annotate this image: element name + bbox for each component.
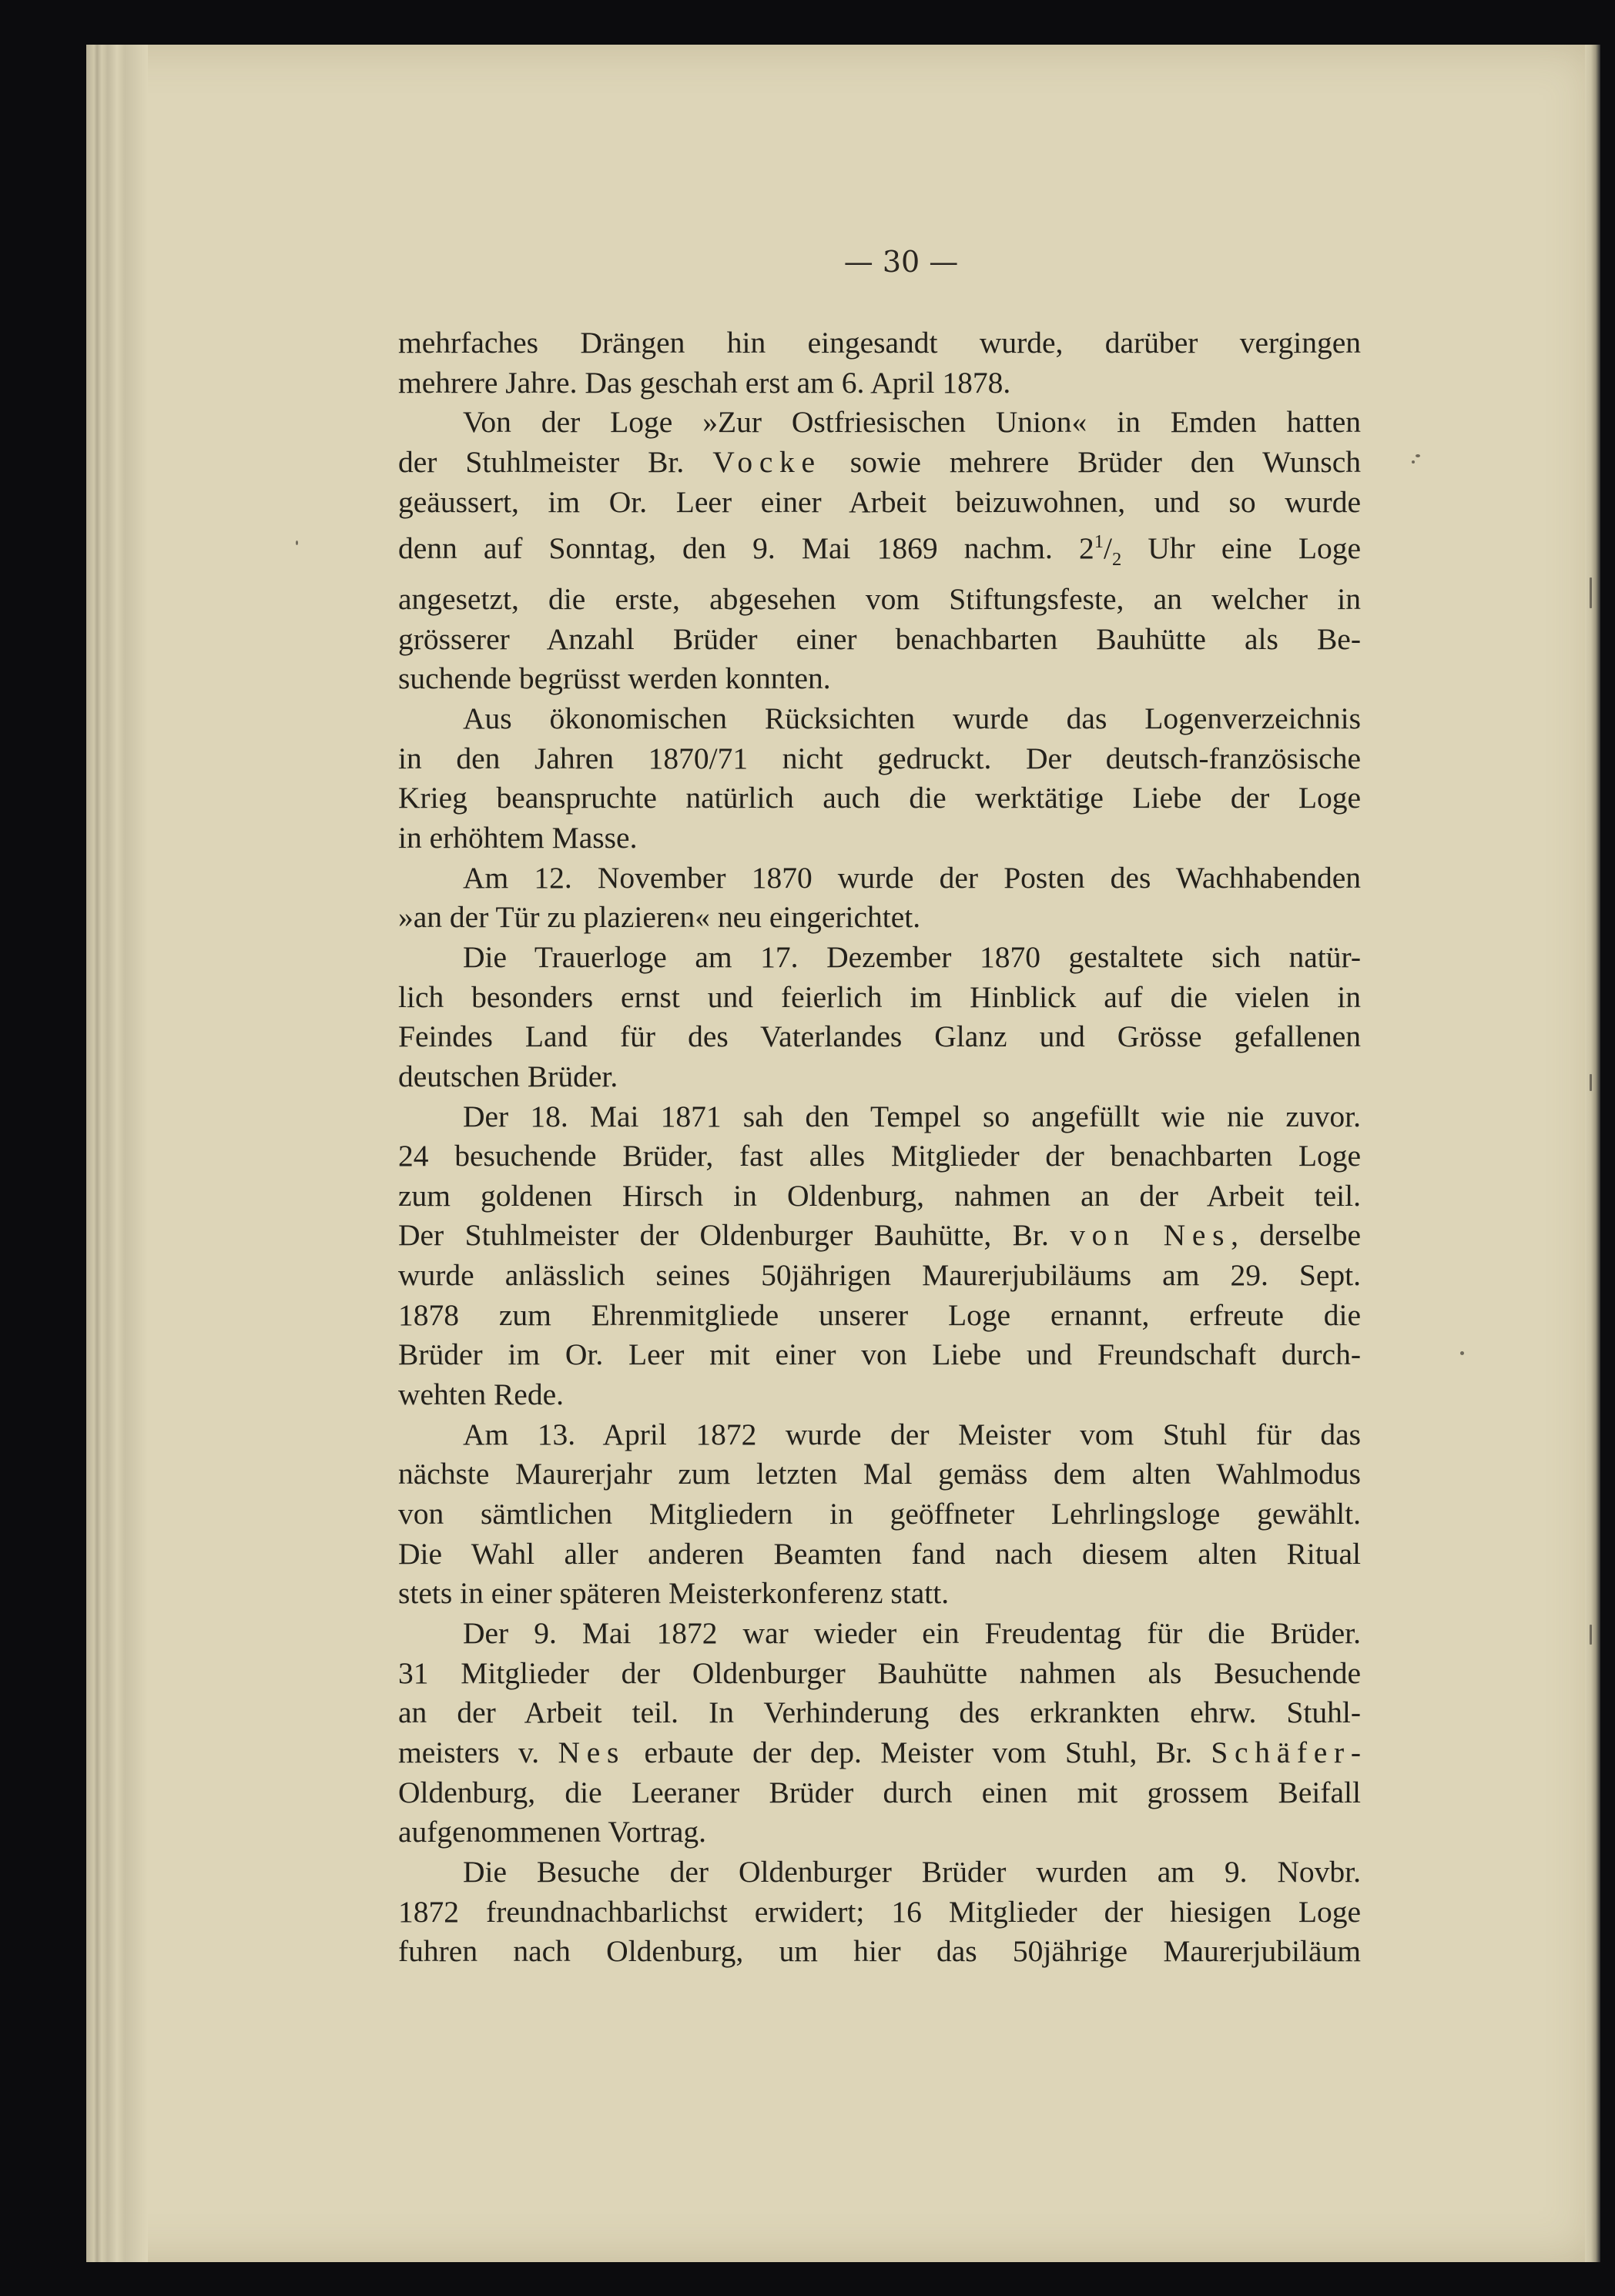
text-line: 1878 zum Ehrenmitgliede unserer Loge ernannt, erfreute die <box>398 1297 1361 1332</box>
text-line: Aus ökonomischen Rücksichten wurde das Logenverzeichnis <box>463 701 1361 735</box>
text-line: in erhöhtem Masse. <box>398 820 638 855</box>
text-line: wurde anlässlich seines 50jährigen Maurerjubiläums am 29. Sept. <box>398 1258 1361 1293</box>
text-line: zum goldenen Hirsch in Oldenburg, nahmen an der Arbeit teil. <box>398 1178 1361 1213</box>
text-line: mehrere Jahre. Das geschah erst am 6. April 1878. <box>398 365 1011 400</box>
text-line: denn auf Sonntag, den 9. Mai 1869 nachm. $2^1/_2$ Uhr eine Loge <box>398 531 1361 571</box>
text-line: 31 Mitglieder der Oldenburger Bauhütte nahmen als Besuchende <box>398 1655 1361 1690</box>
text-line: Der Stuhlmeister der Oldenburger Bauhütte, Br. von Nes, derselbe <box>398 1218 1361 1253</box>
text-line: Die Trauerloge am 17. Dezember 1870 gestaltete sich natür- <box>463 939 1361 974</box>
text-line: Von der Loge »Zur Ostfriesischen Union« in Emden hatten <box>463 405 1361 440</box>
text-line: lich besonders ernst und feierlich im Hinblick auf die vielen in <box>398 979 1361 1014</box>
text-line: Am 12. November 1870 wurde der Posten des Wachhabenden <box>463 860 1361 895</box>
text-line: in den Jahren 1870/71 nicht gedruckt. Der deutsch-französische <box>398 741 1361 775</box>
text-line: stets in einer späteren Meisterkonferenz statt. <box>398 1576 950 1611</box>
text-line: nächste Maurerjahr zum letzten Mal gemäss dem alten Wahlmodus <box>398 1457 1361 1491</box>
text-line: an der Arbeit teil. In Verhinderung des erkrankten ehrw. Stuhl- <box>398 1695 1361 1730</box>
text-line: Der 9. Mai 1872 war wieder ein Freudentag für die Brüder. <box>463 1616 1361 1651</box>
text-line: Der 18. Mai 1871 sah den Tempel so angefüllt wie nie zuvor. <box>463 1099 1361 1133</box>
body-text <box>398 323 1361 1972</box>
text-line: Krieg beanspruchte natürlich auch die werktätige Liebe der Loge <box>398 781 1361 815</box>
text-line: 1872 freundnachbarlichst erwidert; 16 Mitglieder der hiesigen Loge <box>398 1894 1361 1929</box>
text-line: angesetzt, die erste, abgesehen vom Stiftungsfeste, an welcher in <box>398 581 1361 616</box>
text-line: meisters v. Nes erbaute der dep. Meister vom Stuhl, Br. Schäfer- <box>398 1735 1361 1770</box>
text-line: grösserer Anzahl Brüder einer benachbarten Bauhütte als Be- <box>398 621 1361 656</box>
text-line: Feindes Land für des Vaterlandes Glanz und Grösse gefallenen <box>398 1019 1361 1054</box>
text-line: »an der Tür zu plazieren« neu eingerichtet. <box>398 900 921 935</box>
text-line: fuhren nach Oldenburg, um hier das 50jährige Maurerjubiläum <box>398 1934 1361 1969</box>
page-gutter <box>86 45 148 2262</box>
text-line: Am 13. April 1872 wurde der Meister vom Stuhl für das <box>463 1417 1361 1451</box>
text-line: von sämtlichen Mitgliedern in geöffneter Lehrlingsloge gewählt. <box>398 1497 1361 1531</box>
text-line: deutschen Brüder. <box>398 1059 618 1093</box>
text-line: der Stuhlmeister Br. Vocke sowie mehrere Brüder den Wunsch <box>398 444 1362 479</box>
text-line: Brüder im Or. Leer mit einer von Liebe und Freundschaft durch- <box>398 1337 1361 1372</box>
text-line: mehrfaches Drängen hin eingesandt wurde, darüber vergingen <box>398 326 1361 360</box>
page-number: — 30 — <box>843 245 959 279</box>
text-line: Die Wahl aller anderen Beamten fand nach diesem alten Ritual <box>398 1536 1361 1571</box>
text-line: Oldenburg, die Leeraner Brüder durch einen mit grossem Beifall <box>398 1775 1361 1809</box>
page-right-edge <box>1585 45 1600 2262</box>
text-line: suchende begrüsst werden konnten. <box>398 661 831 696</box>
text-line: aufgenommenen Vortrag. <box>398 1815 707 1849</box>
text-line: geäussert, im Or. Leer einer Arbeit beizuwohnen, und so wurde <box>398 484 1361 519</box>
text-line: Die Besuche der Oldenburger Brüder wurden am 9. Novbr. <box>463 1854 1361 1889</box>
text-line: 24 besuchende Brüder, fast alles Mitglieder der benachbarten Loge <box>398 1139 1361 1173</box>
text-line: wehten Rede. <box>398 1377 564 1412</box>
